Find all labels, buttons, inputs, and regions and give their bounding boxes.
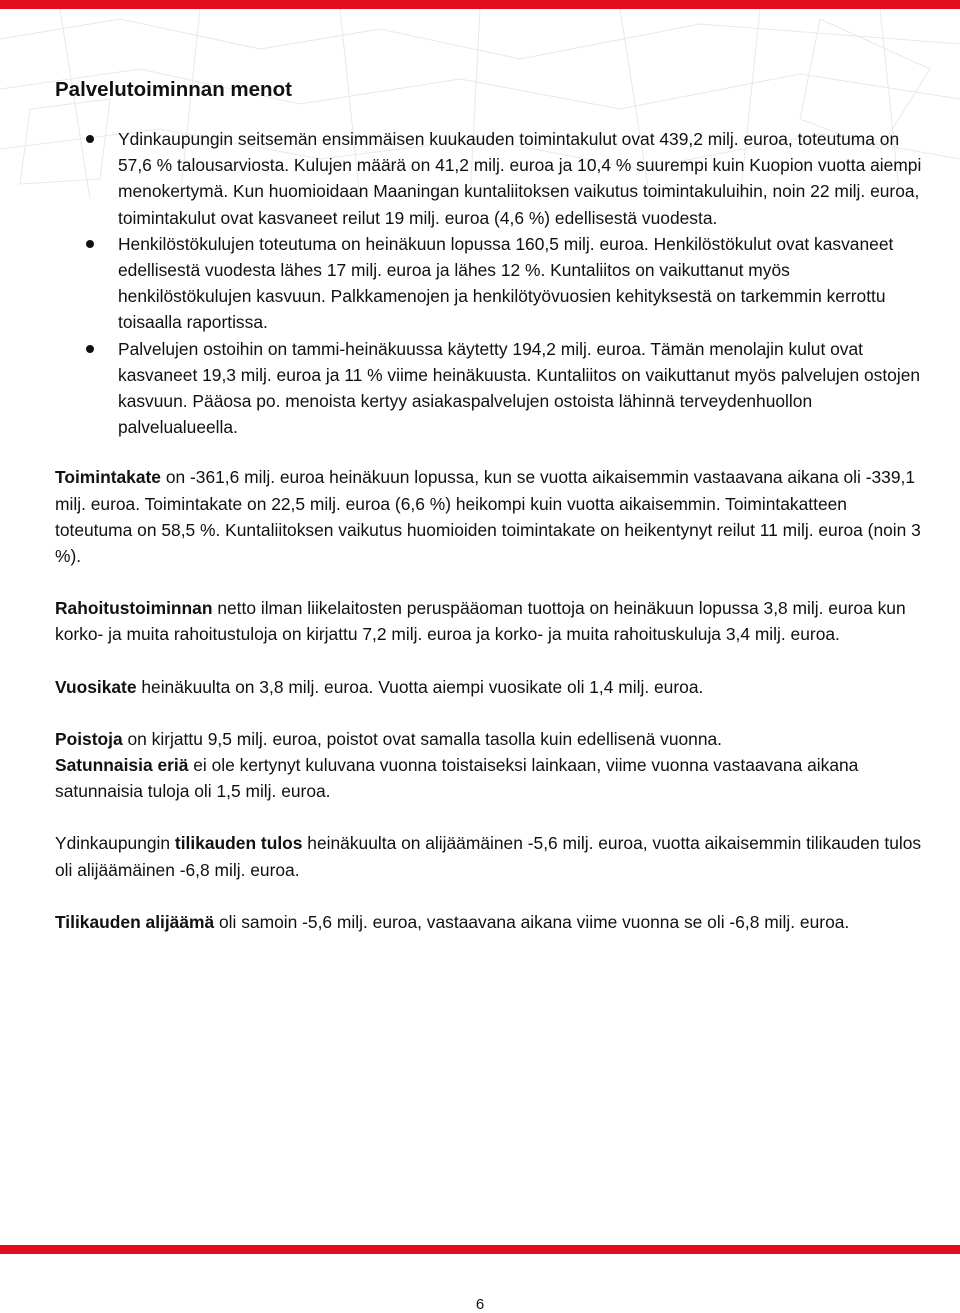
paragraph-lead: Vuosikate <box>55 676 137 697</box>
header-accent-bar <box>0 0 960 9</box>
page-number: 6 <box>475 1296 485 1313</box>
bullet-text: Ydinkaupungin seitsemän ensimmäisen kuukauden toimintakulut ovat 439,2 milj. euroa, toteutuma on 57,6 % talousarviosta. Kulujen määrä on 41,2 milj. euroa ja 10,4 % suurempi kuin Kuopion vuotta aiempi menokertymä. Kun huomioidaan Maaningan kuntaliitoksen vaikutus toimintakuluihin, noin 22 milj. euroa, toimintakulut ovat kasvaneet reilut 19 milj. euroa (4,6 %) edellisestä vuodesta. <box>118 129 922 228</box>
paragraph-text: netto ilman liikelaitosten peruspääoman tuottoja on heinäkuun lopussa 3,8 milj. euroa kun korko- ja muita rahoitustuloja on kirjattu 7,2 milj. euroa ja korko- ja muita rahoituskuluja 3,4 milj. euroa. <box>55 598 906 645</box>
paragraph-pre: Ydinkaupungin <box>55 833 175 854</box>
paragraph-text: on kirjattu 9,5 milj. euroa, poistot ovat samalla tasolla kuin edellisenä vuonna. <box>122 728 723 749</box>
page-content <box>55 76 925 961</box>
paragraph-lead: tilikauden tulos <box>174 833 303 854</box>
section-title: Palvelutoiminnan menot <box>55 78 292 101</box>
paragraph-lead: Poistoja <box>55 728 123 749</box>
paragraph-lead: Satunnaisia eriä <box>55 755 189 776</box>
bullet-icon <box>86 345 94 353</box>
bullet-icon <box>86 240 94 248</box>
paragraph-alijaama <box>55 909 925 935</box>
paragraph-rahoitus <box>55 595 925 647</box>
paragraph-lead: Rahoitustoiminnan <box>55 598 213 619</box>
paragraph-lead: Toimintakate <box>55 467 161 488</box>
list-item <box>55 126 925 231</box>
paragraph-text: heinäkuulta on alijäämäinen -5,6 milj. euroa, vuotta aikaisemmin tilikauden tulos oli alijäämäinen -6,8 milj. euroa. <box>55 833 922 880</box>
bullet-list <box>55 126 925 440</box>
bullet-text: Palvelujen ostoihin on tammi-heinäkuussa käytetty 194,2 milj. euroa. Tämän menolajin kulut ovat kasvaneet 19,3 milj. euroa ja 11 % viime heinäkuusta. Kuntaliitos on vaikuttanut myös palvelujen ostojen kasvuun. Pääosa po. menoista kertyy asiakaspalvelujen ostoista lähinnä terveydenhuollon palvelualueella. <box>118 338 921 438</box>
paragraph-poistoja <box>55 726 925 752</box>
bullet-text: Henkilöstökulujen toteutuma on heinäkuun lopussa 160,5 milj. euroa. Henkilöstökulut ovat kasvaneet edellisestä vuodesta lähes 17 milj. euroa ja lähes 12 %. Kuntaliitos on vaikuttanut myös henkilöstökulujen kasvuun. Palkkamenojen ja henkilötyövuosien kehityksestä on tarkemmin kerrottu toisaalla raportissa. <box>118 233 894 333</box>
paragraph-toimintakate <box>55 464 925 569</box>
list-item <box>55 336 925 441</box>
paragraph-satunnaisia <box>55 752 925 804</box>
paragraph-tilikauden-tulos <box>55 830 925 882</box>
paragraph-vuosikate <box>55 674 925 700</box>
paragraph-text: oli samoin -5,6 milj. euroa, vastaavana aikana viime vuonna se oli -6,8 milj. euroa. <box>214 911 850 932</box>
paragraph-lead: Tilikauden alijäämä <box>55 911 215 932</box>
paragraph-text: on -361,6 milj. euroa heinäkuun lopussa, kun se vuotta aikaisemmin vastaavana aikana oli -339,1 milj. euroa. Toimintakate on 22,5 milj. euroa (6,6 %) heikompi kuin vuotta aikaisemmin. Toimintakatteen toteutuma on 58,5 %. Kuntaliitoksen vaikutus huomioiden toimintakate on heikentynyt reilut 11 milj. euroa (noin 3 %). <box>55 467 921 567</box>
footer-accent-bar <box>0 1245 960 1254</box>
bullet-icon <box>86 135 94 143</box>
list-item <box>55 231 925 336</box>
paragraph-text: heinäkuulta on 3,8 milj. euroa. Vuotta aiempi vuosikate oli 1,4 milj. euroa. <box>136 676 704 697</box>
paragraph-text: ei ole kertynyt kuluvana vuonna toistaiseksi lainkaan, viime vuonna vastaavana aikana satunnaisia tuloja oli 1,5 milj. euroa. <box>55 755 859 802</box>
